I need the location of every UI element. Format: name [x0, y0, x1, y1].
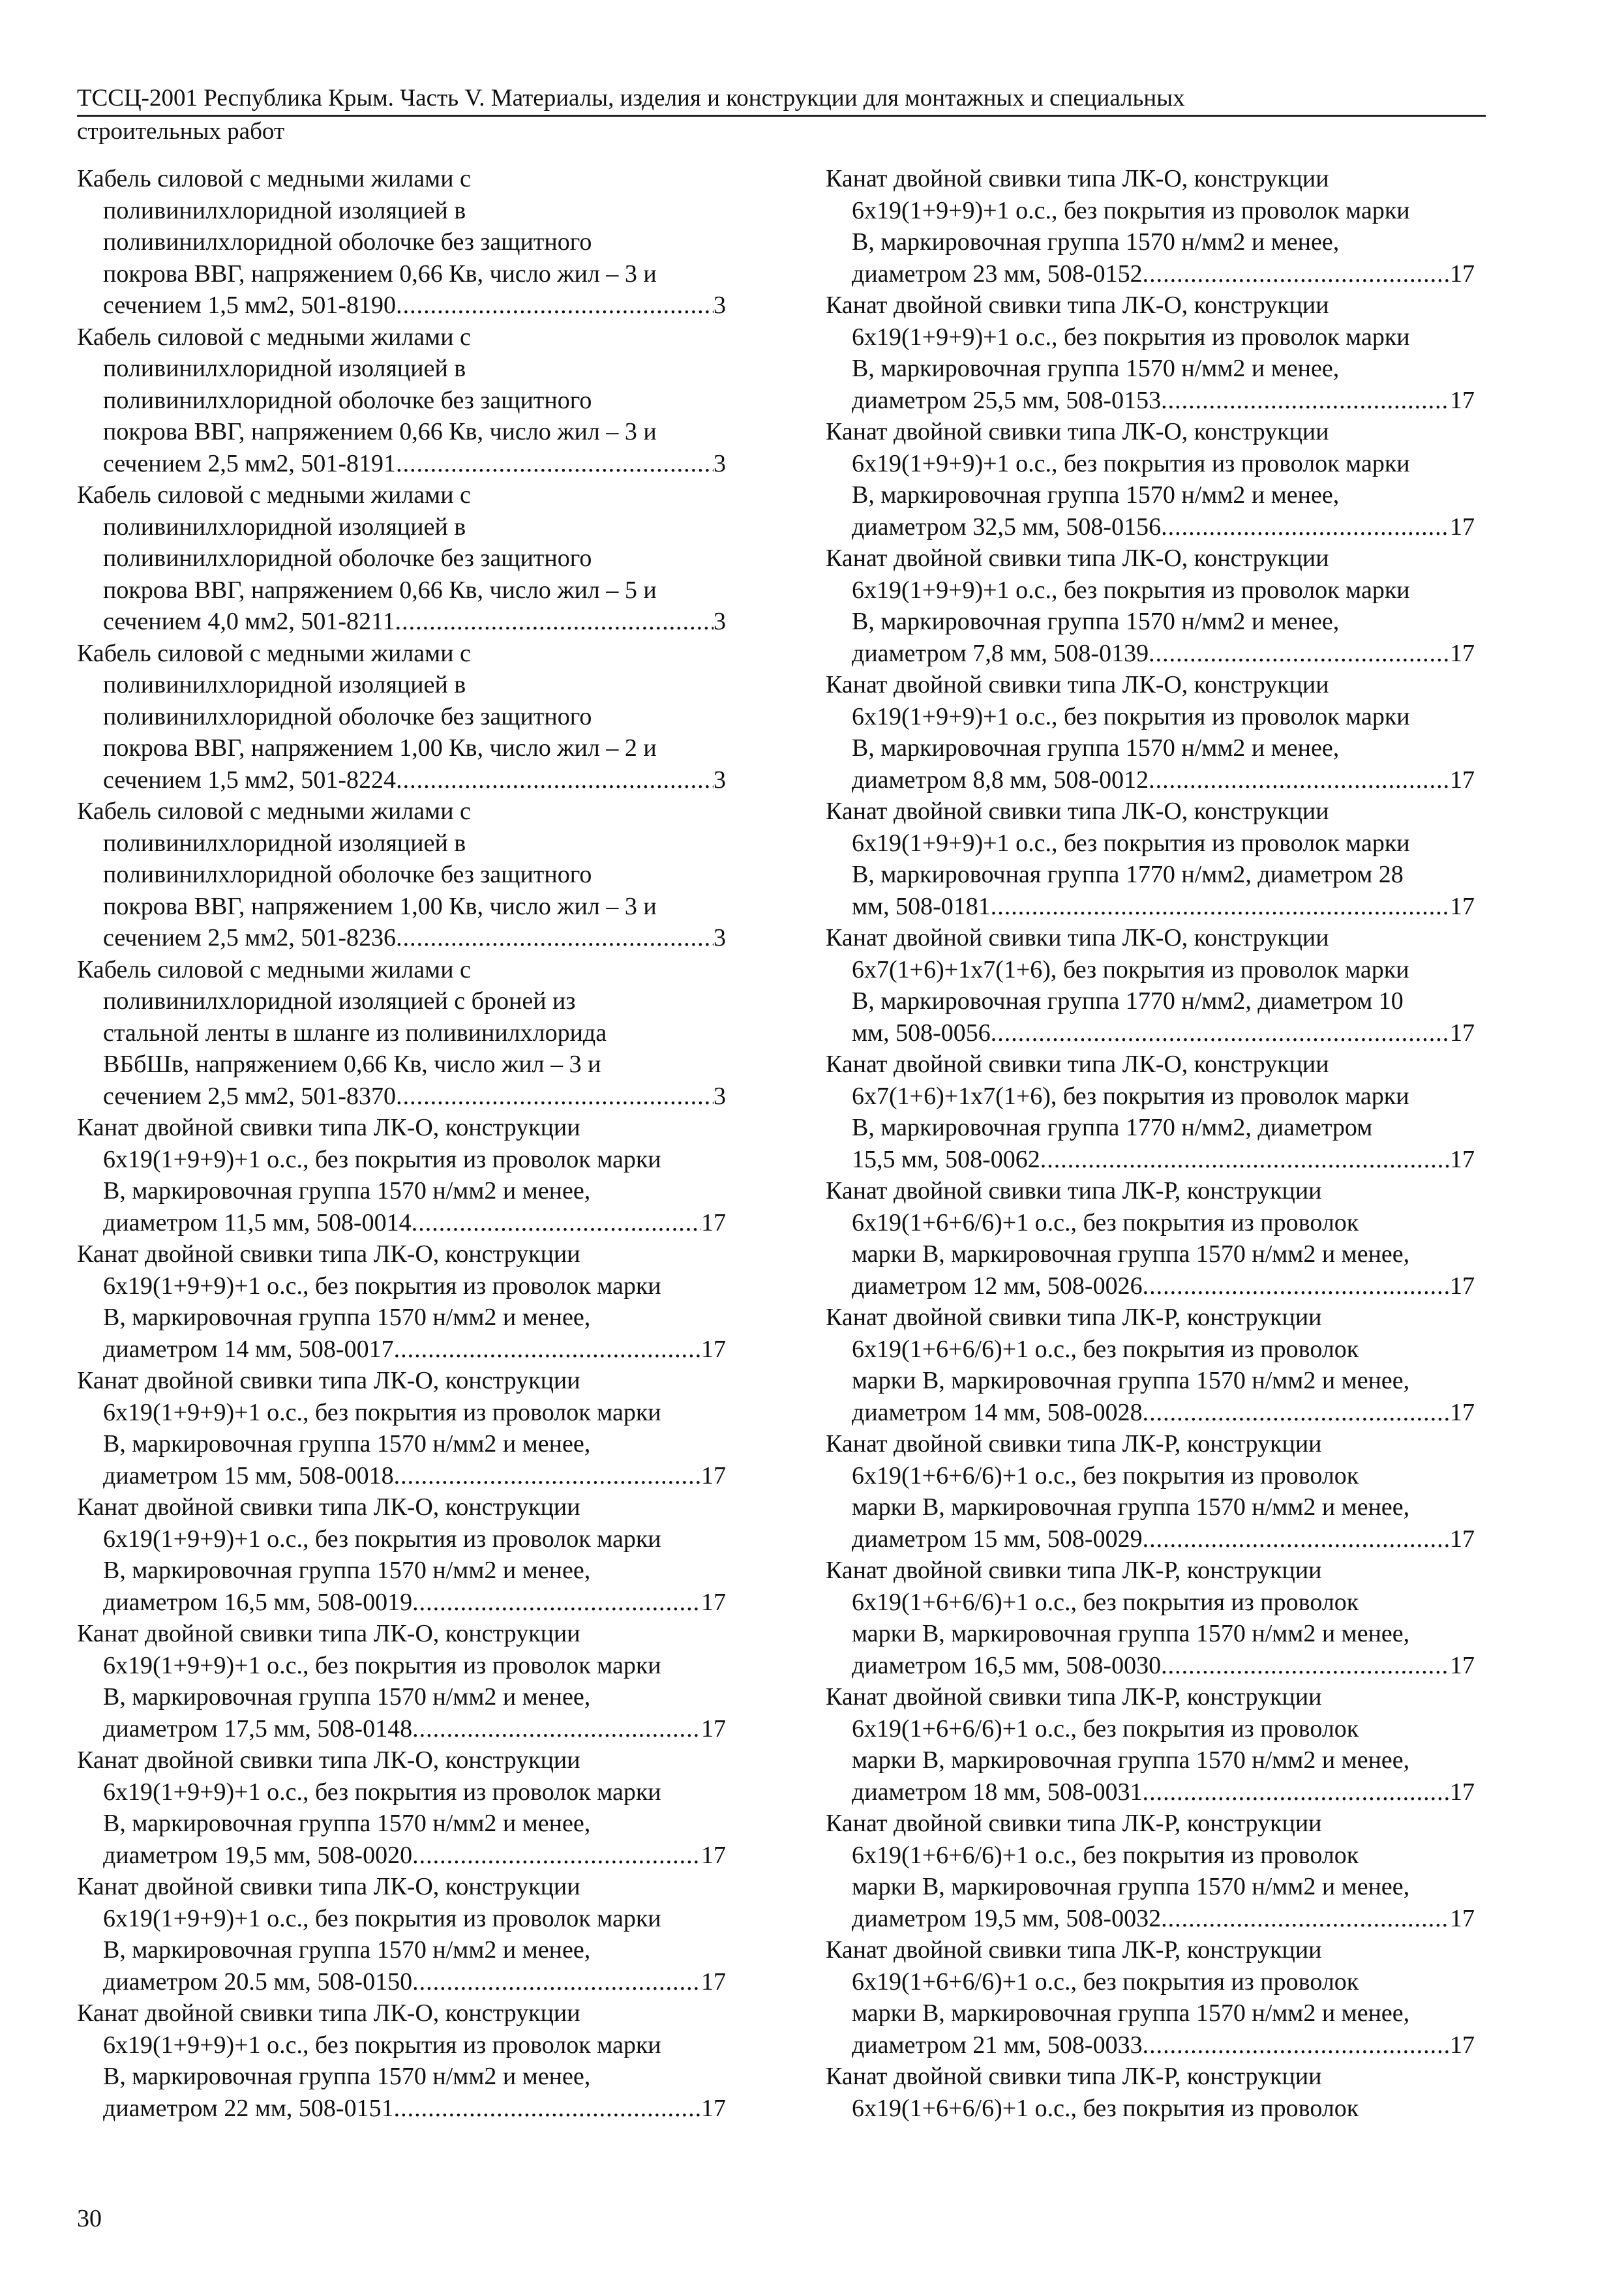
index-entry-text: покрова ВВГ, напряжением 0,66 Кв, число жил – 5 и	[103, 576, 657, 604]
index-entry-text: марки В, маркировочная группа 1570 н/мм2 и менее,	[852, 1746, 1410, 1774]
index-entry-lastline	[826, 385, 1475, 417]
dot-leader	[412, 1587, 701, 1619]
index-entry-text: 6x19(1+9+9)+1 о.с., без покрытия из проволок марки	[852, 449, 1410, 477]
index-entry-page-ref: 17	[1450, 260, 1475, 288]
index-entry-text: 6x19(1+9+9)+1 о.с., без покрытия из проволок марки	[103, 1904, 661, 1932]
header-title-line: ТССЦ-2001 Республика Крым. Часть V. Материалы, изделия и конструкции для монтажных и специальных	[77, 83, 1486, 117]
index-entry	[826, 669, 1475, 796]
index-entry-lastline	[826, 1903, 1475, 1935]
index-entry-page-ref: 17	[1450, 1272, 1475, 1300]
index-entry-code: диаметром 18 мм, 508-0031	[852, 1778, 1143, 1806]
index-entry-lastline	[77, 764, 726, 796]
index-entry-lastline	[826, 1523, 1475, 1555]
index-entry-text: В, маркировочная группа 1570 н/мм2 и менее,	[103, 1304, 591, 1331]
index-entry-text: В, маркировочная группа 1570 н/мм2 и менее,	[852, 608, 1340, 635]
index-entry-code: диаметром 21 мм, 508-0033	[852, 2031, 1143, 2059]
index-entry-page-ref: 3	[714, 766, 726, 794]
index-entry-code: диаметром 12 мм, 508-0026	[852, 1272, 1143, 1300]
index-entry-lastline	[826, 1776, 1475, 1808]
index-entry-code: диаметром 8,8 мм, 508-0012	[852, 766, 1149, 794]
dot-leader	[1161, 511, 1450, 543]
index-entry-code: 15,5 мм, 508-0062	[852, 1145, 1040, 1173]
index-entry-page-ref: 17	[701, 1841, 726, 1869]
index-entry-text: ВБбШв, напряжением 0,66 Кв, число жил – 3 и	[103, 1051, 601, 1078]
index-entry-text: поливинилхлоридной оболочке без защитного	[103, 702, 592, 730]
index-entry-code: сечением 4,0 мм2, 501-8211	[103, 608, 395, 635]
index-entry	[826, 796, 1475, 922]
index-entry-text: В, маркировочная группа 1570 н/мм2 и менее,	[103, 1936, 591, 1964]
index-entry-page-ref: 3	[714, 449, 726, 477]
index-entry-title: Канат двойной свивки типа ЛК-О, конструкции	[826, 1051, 1329, 1078]
dot-leader	[991, 1017, 1450, 1049]
index-entry	[826, 1049, 1475, 1175]
index-entry-title: Кабель силовой с медными жилами с	[77, 639, 471, 667]
dot-leader	[1040, 1144, 1450, 1176]
dot-leader	[394, 1460, 701, 1492]
index-entry-text: В, маркировочная группа 1570 н/мм2 и менее,	[852, 355, 1340, 382]
index-entry-code: сечением 1,5 мм2, 501-8224	[103, 766, 397, 794]
index-entry-lastline	[826, 1650, 1475, 1682]
index-entry-title: Канат двойной свивки типа ЛК-О, конструкции	[826, 165, 1329, 192]
index-entry-text: В, маркировочная группа 1570 н/мм2 и менее,	[103, 1557, 591, 1584]
index-entry-lastline	[77, 1460, 726, 1492]
index-entry-title: Канат двойной свивки типа ЛК-О, конструкции	[77, 1873, 580, 1900]
index-entry-text: марки В, маркировочная группа 1570 н/мм2 и менее,	[852, 1620, 1410, 1647]
index-entry-text: В, маркировочная группа 1770 н/мм2, диаметром 28	[852, 861, 1404, 888]
index-entry-code: диаметром 11,5 мм, 508-0014	[103, 1208, 412, 1236]
index-entry-text: 6x19(1+9+9)+1 о.с., без покрытия из проволок марки	[852, 323, 1410, 351]
header-title-continuation: строительных работ	[77, 118, 285, 145]
index-entry	[77, 1491, 726, 1618]
dot-leader	[394, 1334, 701, 1366]
index-entry-code: диаметром 16,5 мм, 508-0030	[852, 1651, 1162, 1679]
index-entry-lastline	[77, 1966, 726, 1998]
index-entry-code: диаметром 7,8 мм, 508-0139	[852, 639, 1149, 667]
index-entry-page-ref: 17	[1450, 1904, 1475, 1932]
dot-leader	[412, 1840, 701, 1872]
index-entry-text: марки В, маркировочная группа 1570 н/мм2 и менее,	[852, 1493, 1410, 1521]
index-entry-title: Канат двойной свивки типа ЛК-О, конструкции	[826, 292, 1329, 319]
index-entry-title: Канат двойной свивки типа ЛК-О, конструкции	[77, 1620, 580, 1647]
index-entry-page-ref: 17	[1450, 1525, 1475, 1553]
dot-leader	[412, 1207, 701, 1239]
index-entry-lastline	[826, 1017, 1475, 1049]
index-entry-title: Канат двойной свивки типа ЛК-Р, конструкции	[826, 1177, 1322, 1204]
dot-leader	[1149, 638, 1450, 670]
index-entry-text: 6x19(1+9+9)+1 о.с., без покрытия из проволок марки	[852, 829, 1410, 857]
dot-leader	[1143, 1270, 1450, 1302]
index-entry-page-ref: 17	[701, 2094, 726, 2122]
index-entry-code: диаметром 14 мм, 508-0028	[852, 1398, 1143, 1426]
index-entry-text: марки В, маркировочная группа 1570 н/мм2 и менее,	[852, 1873, 1410, 1900]
index-entry-text: 6x19(1+6+6/6)+1 о.с., без покрытия из проволок	[852, 1841, 1359, 1869]
index-entry-page-ref: 3	[714, 924, 726, 951]
index-entry-title: Канат двойной свивки типа ЛК-О, конструкции	[826, 545, 1329, 572]
index-entry-text: В, маркировочная группа 1570 н/мм2 и менее,	[852, 228, 1340, 256]
index-entry-lastline	[77, 1713, 726, 1745]
index-entry-title: Канат двойной свивки типа ЛК-О, конструкции	[77, 1367, 580, 1394]
index-column-left	[77, 163, 726, 2124]
index-entry	[826, 1428, 1475, 1555]
index-entry-lastline	[77, 1081, 726, 1113]
index-entry-page-ref: 17	[701, 1967, 726, 1996]
index-entry	[77, 1744, 726, 1871]
index-entry	[77, 1365, 726, 1491]
index-entry-page-ref: 17	[701, 1208, 726, 1236]
index-entry-lastline	[826, 2029, 1475, 2061]
index-entry-text: 6x19(1+6+6/6)+1 о.с., без покрытия из проволок	[852, 1588, 1359, 1616]
index-entry-code: мм, 508-0056	[852, 1019, 991, 1047]
index-entry-lastline	[77, 1334, 726, 1366]
index-entry-text: покрова ВВГ, напряжением 0,66 Кв, число жил – 3 и	[103, 418, 657, 445]
dot-leader	[991, 891, 1450, 923]
index-entry-text: 6x19(1+9+9)+1 о.с., без покрытия из проволок марки	[103, 1651, 661, 1679]
index-entry-text: В, маркировочная группа 1570 н/мм2 и менее,	[103, 1177, 591, 1204]
index-entry-text: 6x19(1+9+9)+1 о.с., без покрытия из проволок марки	[103, 1778, 661, 1806]
index-entry	[826, 290, 1475, 416]
index-entry-text: В, маркировочная группа 1570 н/мм2 и менее,	[103, 2063, 591, 2090]
index-entry-page-ref: 17	[1450, 2031, 1475, 2059]
index-column-right	[826, 163, 1475, 2124]
index-entry-text: 6x19(1+9+9)+1 о.с., без покрытия из проволок марки	[852, 702, 1410, 730]
dot-leader	[396, 448, 714, 480]
index-entry-page-ref: 17	[1450, 766, 1475, 794]
index-entry-text: В, маркировочная группа 1570 н/мм2 и менее,	[103, 1683, 591, 1711]
index-entry	[77, 638, 726, 796]
index-entry-lastline	[77, 1840, 726, 1872]
index-entry-text: В, маркировочная группа 1570 н/мм2 и менее,	[852, 734, 1340, 762]
index-entry	[826, 1808, 1475, 1934]
index-entry-title: Канат двойной свивки типа ЛК-Р, конструкции	[826, 1304, 1322, 1331]
index-entry-text: 6x19(1+6+6/6)+1 о.с., без покрытия из проволок	[852, 1967, 1359, 1996]
index-entry-page-ref: 17	[701, 1461, 726, 1489]
index-entry-text: 6x7(1+6)+1x7(1+6), без покрытия из проволок марки	[852, 955, 1409, 983]
index-entry-page-ref: 17	[1450, 386, 1475, 414]
index-entry	[826, 416, 1475, 543]
dot-leader	[396, 922, 714, 954]
index-entry-text: 6x19(1+6+6/6)+1 о.с., без покрытия из проволок	[852, 1335, 1359, 1363]
index-entry-code: диаметром 23 мм, 508-0152	[852, 260, 1143, 288]
index-entry	[826, 1302, 1475, 1428]
index-entry	[826, 1934, 1475, 2061]
index-entry-code: диаметром 17,5 мм, 508-0148	[103, 1714, 413, 1743]
index-entry-title: Кабель силовой с медными жилами с	[77, 481, 471, 509]
index-entry-title: Кабель силовой с медными жилами с	[77, 955, 471, 983]
dot-leader	[1161, 1903, 1450, 1935]
index-entry-code: диаметром 15 мм, 508-0018	[103, 1461, 394, 1489]
index-entry-text: покрова ВВГ, напряжением 1,00 Кв, число жил – 3 и	[103, 892, 657, 920]
index-entry-text: В, маркировочная группа 1770 н/мм2, диаметром	[852, 1114, 1373, 1141]
dot-leader	[1161, 385, 1450, 417]
index-entry-text: 6x19(1+9+9)+1 о.с., без покрытия из проволок марки	[103, 1398, 661, 1426]
index-entry	[826, 1555, 1475, 1681]
index-entry-code: диаметром 19,5 мм, 508-0020	[103, 1841, 413, 1869]
running-header	[77, 83, 1486, 147]
index-entry-code: диаметром 20.5 мм, 508-0150	[103, 1967, 413, 1996]
index-entry-code: диаметром 32,5 мм, 508-0156	[852, 513, 1162, 541]
index-entry-code: мм, 508-0181	[852, 892, 991, 920]
index-entry-page-ref: 17	[1450, 1019, 1475, 1047]
index-entry-title: Канат двойной свивки типа ЛК-О, конструкции	[77, 1746, 580, 1774]
page-number: 30	[77, 2205, 102, 2232]
index-entry-text: 6x19(1+6+6/6)+1 о.с., без покрытия из проволок	[852, 1208, 1359, 1236]
index-entry-text: В, маркировочная группа 1570 н/мм2 и менее,	[103, 1430, 591, 1458]
index-entry-text: поливинилхлоридной изоляцией с броней из	[103, 987, 576, 1015]
index-entry-title: Канат двойной свивки типа ЛК-Р, конструкции	[826, 2063, 1322, 2090]
index-entry	[77, 163, 726, 322]
index-entry-title: Канат двойной свивки типа ЛК-Р, конструкции	[826, 1936, 1322, 1964]
index-entry-title: Канат двойной свивки типа ЛК-Р, конструкции	[826, 1810, 1322, 1837]
index-entry-lastline	[826, 1397, 1475, 1429]
dot-leader	[396, 1081, 714, 1113]
index-entry-code: диаметром 16,5 мм, 508-0019	[103, 1588, 413, 1616]
dot-leader	[1143, 2029, 1450, 2061]
dot-leader	[394, 2093, 701, 2125]
index-entry-title: Канат двойной свивки типа ЛК-О, конструкции	[826, 798, 1329, 825]
index-entry-page-ref: 3	[714, 1082, 726, 1110]
index-entry-code: сечением 2,5 мм2, 501-8236	[103, 924, 397, 951]
index-entry	[77, 479, 726, 638]
index-entry-page-ref: 17	[701, 1714, 726, 1743]
index-entry-text: поливинилхлоридной оболочке без защитного	[103, 861, 592, 888]
index-entry-title: Канат двойной свивки типа ЛК-О, конструкции	[77, 1114, 580, 1141]
index-entry-page-ref: 17	[701, 1588, 726, 1616]
index-entry-text: 6x19(1+9+9)+1 о.с., без покрытия из проволок марки	[103, 2031, 661, 2059]
index-entry-title: Канат двойной свивки типа ЛК-О, конструкции	[77, 1493, 580, 1521]
index-entry-code: диаметром 22 мм, 508-0151	[103, 2094, 394, 2122]
index-entry-page-ref: 17	[1450, 513, 1475, 541]
index-entry-title: Канат двойной свивки типа ЛК-О, конструкции	[826, 671, 1329, 698]
index-entry-page-ref: 17	[1450, 1145, 1475, 1173]
index-entry-lastline	[77, 2093, 726, 2125]
index-entry-lastline	[826, 1270, 1475, 1302]
index-entry	[826, 163, 1475, 290]
index-entry-lastline	[826, 638, 1475, 670]
dot-leader	[1143, 1776, 1450, 1808]
index-entry-lastline	[77, 1587, 726, 1619]
index-entry-title: Кабель силовой с медными жилами с	[77, 323, 471, 351]
index-entry-title: Канат двойной свивки типа ЛК-Р, конструкции	[826, 1557, 1322, 1584]
index-entry-code: диаметром 25,5 мм, 508-0153	[852, 386, 1162, 414]
index-entry	[77, 322, 726, 480]
index-entry-text: марки В, маркировочная группа 1570 н/мм2 и менее,	[852, 1240, 1410, 1268]
index-entry-text: 6x19(1+9+9)+1 о.с., без покрытия из проволок марки	[852, 196, 1410, 224]
index-entry-text: поливинилхлоридной изоляцией в	[103, 355, 466, 382]
index-entry-lastline	[77, 606, 726, 638]
index-entry-text: 6x19(1+6+6/6)+1 о.с., без покрытия из проволок	[852, 2094, 1359, 2122]
index-entry-code: диаметром 15 мм, 508-0029	[852, 1525, 1143, 1553]
index-entry	[826, 2061, 1475, 2124]
index-entry-page-ref: 3	[714, 608, 726, 635]
index-entry-text: марки В, маркировочная группа 1570 н/мм2 и менее,	[852, 1367, 1410, 1394]
index-entry-text: 6x19(1+6+6/6)+1 о.с., без покрытия из проволок	[852, 1714, 1359, 1743]
index-entry	[77, 1871, 726, 1997]
index-entry-title: Канат двойной свивки типа ЛК-О, конструкции	[77, 1999, 580, 2027]
index-entry-text: 6x19(1+9+9)+1 о.с., без покрытия из проволок марки	[103, 1145, 661, 1173]
index-entry-code: диаметром 14 мм, 508-0017	[103, 1335, 394, 1363]
dot-leader	[412, 1713, 701, 1745]
index-entry-text: поливинилхлоридной оболочке без защитного	[103, 386, 592, 414]
dot-leader	[396, 290, 714, 322]
index-entry	[77, 954, 726, 1113]
index-entry-title: Кабель силовой с медными жилами с	[77, 798, 471, 825]
dot-leader	[396, 764, 714, 796]
index-entry-text: стальной ленты в шланге из поливинилхлорида	[103, 1019, 607, 1047]
index-entry-text: поливинилхлоридной изоляцией в	[103, 829, 466, 857]
index-entry-code: сечением 2,5 мм2, 501-8370	[103, 1082, 397, 1110]
index-entry	[826, 543, 1475, 669]
dot-leader	[1143, 1397, 1450, 1429]
index-entry-text: 6x19(1+6+6/6)+1 о.с., без покрытия из проволок	[852, 1461, 1359, 1489]
index-entry-lastline	[77, 448, 726, 480]
index-entry-lastline	[826, 511, 1475, 543]
index-entry-text: поливинилхлоридной оболочке без защитного	[103, 545, 592, 572]
index-entry-lastline	[826, 258, 1475, 290]
index-entry-text: 6x19(1+9+9)+1 о.с., без покрытия из проволок марки	[103, 1525, 661, 1553]
index-entry	[826, 1175, 1475, 1302]
index-entry-title: Канат двойной свивки типа ЛК-Р, конструкции	[826, 1430, 1322, 1458]
index-entry-text: В, маркировочная группа 1570 н/мм2 и менее,	[103, 1810, 591, 1837]
index-entry-text: 6x7(1+6)+1x7(1+6), без покрытия из проволок марки	[852, 1082, 1409, 1110]
dot-leader	[1143, 1523, 1450, 1555]
index-entry	[77, 1112, 726, 1238]
index-entry-title: Канат двойной свивки типа ЛК-О, конструкции	[826, 418, 1329, 445]
dot-leader	[1161, 1650, 1450, 1682]
index-entry-text: В, маркировочная группа 1570 н/мм2 и менее,	[852, 481, 1340, 509]
index-entry-title: Канат двойной свивки типа ЛК-О, конструкции	[77, 1240, 580, 1268]
index-entry-text: поливинилхлоридной изоляцией в	[103, 196, 466, 224]
dot-leader	[395, 606, 714, 638]
index-entry-text: покрова ВВГ, напряжением 1,00 Кв, число жил – 2 и	[103, 734, 657, 762]
index-entry-lastline	[826, 1144, 1475, 1176]
index-entry	[77, 1238, 726, 1365]
index-entry-text: марки В, маркировочная группа 1570 н/мм2 и менее,	[852, 1999, 1410, 2027]
index-entry	[826, 1681, 1475, 1808]
index-entry-page-ref: 17	[701, 1335, 726, 1363]
index-entry-text: поливинилхлоридной изоляцией в	[103, 513, 466, 541]
index-entry-page-ref: 17	[1450, 1778, 1475, 1806]
index-entry-code: диаметром 19,5 мм, 508-0032	[852, 1904, 1162, 1932]
index-entry	[77, 1997, 726, 2124]
dot-leader	[1143, 258, 1450, 290]
index-entry-title: Кабель силовой с медными жилами с	[77, 165, 471, 192]
index-entry-text: поливинилхлоридной изоляцией в	[103, 671, 466, 698]
index-entry-lastline	[826, 764, 1475, 796]
index-entry-page-ref: 17	[1450, 639, 1475, 667]
index-entry	[826, 922, 1475, 1049]
index-entry-text: покрова ВВГ, напряжением 0,66 Кв, число жил – 3 и	[103, 260, 657, 288]
index-entry-code: сечением 2,5 мм2, 501-8191	[103, 449, 397, 477]
index-entry-page-ref: 3	[714, 292, 726, 319]
dot-leader	[412, 1966, 701, 1998]
index-entry-lastline	[77, 922, 726, 954]
index-entry-page-ref: 17	[1450, 1651, 1475, 1679]
index-entry-title: Канат двойной свивки типа ЛК-О, конструкции	[826, 924, 1329, 951]
dot-leader	[1149, 764, 1450, 796]
index-entry-lastline	[826, 891, 1475, 923]
index-entry-code: сечением 1,5 мм2, 501-8190	[103, 292, 397, 319]
index-entry-title: Канат двойной свивки типа ЛК-Р, конструкции	[826, 1683, 1322, 1711]
index-entry-page-ref: 17	[1450, 1398, 1475, 1426]
index-entry-lastline	[77, 1207, 726, 1239]
index-entry-text: 6x19(1+9+9)+1 о.с., без покрытия из проволок марки	[103, 1272, 661, 1300]
index-entry	[77, 1618, 726, 1744]
index-entry	[77, 796, 726, 954]
index-entry-lastline	[77, 290, 726, 322]
index-entry-text: поливинилхлоридной оболочке без защитного	[103, 228, 592, 256]
index-entry-text: В, маркировочная группа 1770 н/мм2, диаметром 10	[852, 987, 1404, 1015]
index-entry-text: 6x19(1+9+9)+1 о.с., без покрытия из проволок марки	[852, 576, 1410, 604]
index-entry-page-ref: 17	[1450, 892, 1475, 920]
